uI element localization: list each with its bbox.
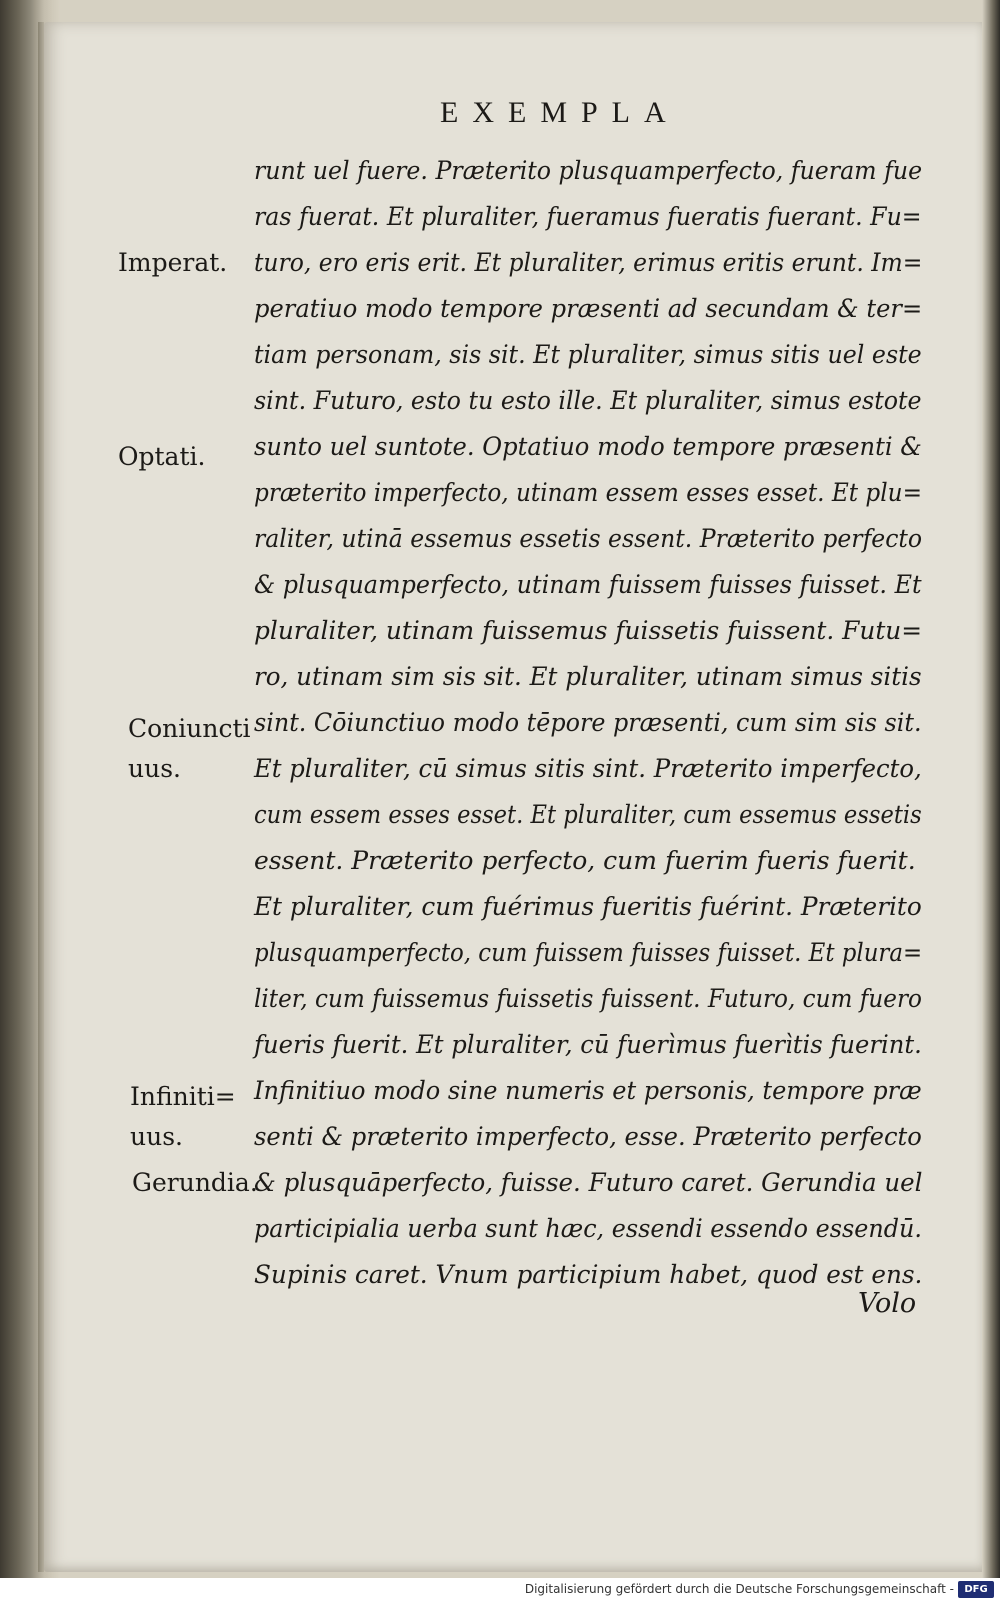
body-line: & plusquāperfecto, fuisse. Futuro caret. Gerundia uel [254,1168,923,1197]
body-line: Et pluraliter, cum fuérimus fueritis fuérint. Præterito [254,892,922,921]
dfg-logo: DFG [958,1581,994,1598]
catchword: Volo [858,1288,917,1319]
body-line: turo, ero eris erit. Et pluraliter, erimus eritis erunt. Im= [254,248,923,277]
body-line: pluraliter, utinam fuissemus fuissetis fuissent. Futu= [254,616,923,645]
body-line: liter, cum fuissemus fuissetis fuissent. Futuro, cum fuero [254,984,922,1013]
body-line: senti & præterito imperfecto, esse. Præterito perfecto [254,1122,922,1151]
book-fore-edge [982,0,1000,1578]
body-line: peratiuo modo tempore præsenti ad secundam & ter= [254,294,923,323]
body-line: fueris fuerit. Et pluraliter, cū fuerìmus fuerìtis fuerint. [254,1030,922,1059]
body-line: sunto uel suntote. Optatiuo modo tempore præsenti & [254,432,922,461]
footer-bar [0,1578,1000,1603]
margin-note-gerundia: Gerundia. [132,1168,258,1197]
body-line: ro, utinam sim sis sit. Et pluraliter, utinam simus sitis [254,662,922,691]
margin-note-coniuncti-cont: uus. [128,754,181,783]
margin-note-infiniti-cont: uus. [130,1122,183,1151]
margin-note-infiniti: Infiniti= [130,1082,236,1111]
body-line: Supinis caret. Vnum participium habet, quod est ens. [254,1260,923,1289]
body-line: præterito imperfecto, utinam essem esses esset. Et plu= [254,478,922,507]
body-line: Infinitiuo modo sine numeris et personis, tempore præ [254,1076,922,1105]
body-line: essent. Præterito perfecto, cum fuerim fueris fuerit. [254,846,916,875]
body-line: runt uel fuere. Præterito plusquamperfecto, fueram fue [254,156,923,185]
body-line: sint. Cōiunctiuo modo tēpore præsenti, cum sim sis sit. [254,708,922,737]
running-head: EXEMPLA [440,96,680,129]
body-line: ras fuerat. Et pluraliter, fueramus fueratis fuerant. Fu= [254,202,922,231]
body-line: sint. Futuro, esto tu esto ille. Et pluraliter, simus estote [254,386,922,415]
body-line: cum essem esses esset. Et pluraliter, cum essemus essetis [254,800,922,829]
body-line: raliter, utinā essemus essetis essent. Præterito perfecto [254,524,923,553]
margin-note-imperat: Imperat. [118,248,228,277]
margin-note-optati: Optati. [118,442,206,471]
body-line: plusquamperfecto, cum fuissem fuisses fuisset. Et plura= [254,938,923,967]
body-line: & plusquamperfecto, utinam fuissem fuisses fuisset. Et [254,570,922,599]
margin-note-coniuncti: Coniuncti [128,714,251,743]
body-line: participialia uerba sunt hæc, essendi essendo essendū. [254,1214,922,1243]
body-line: Et pluraliter, cū simus sitis sint. Præterito imperfecto, [254,754,922,783]
body-line: tiam personam, sis sit. Et pluraliter, simus sitis uel este [254,340,922,369]
footer-credit: Digitalisierung gefördert durch die Deutsche Forschungsgemeinschaft - [524,1582,954,1596]
